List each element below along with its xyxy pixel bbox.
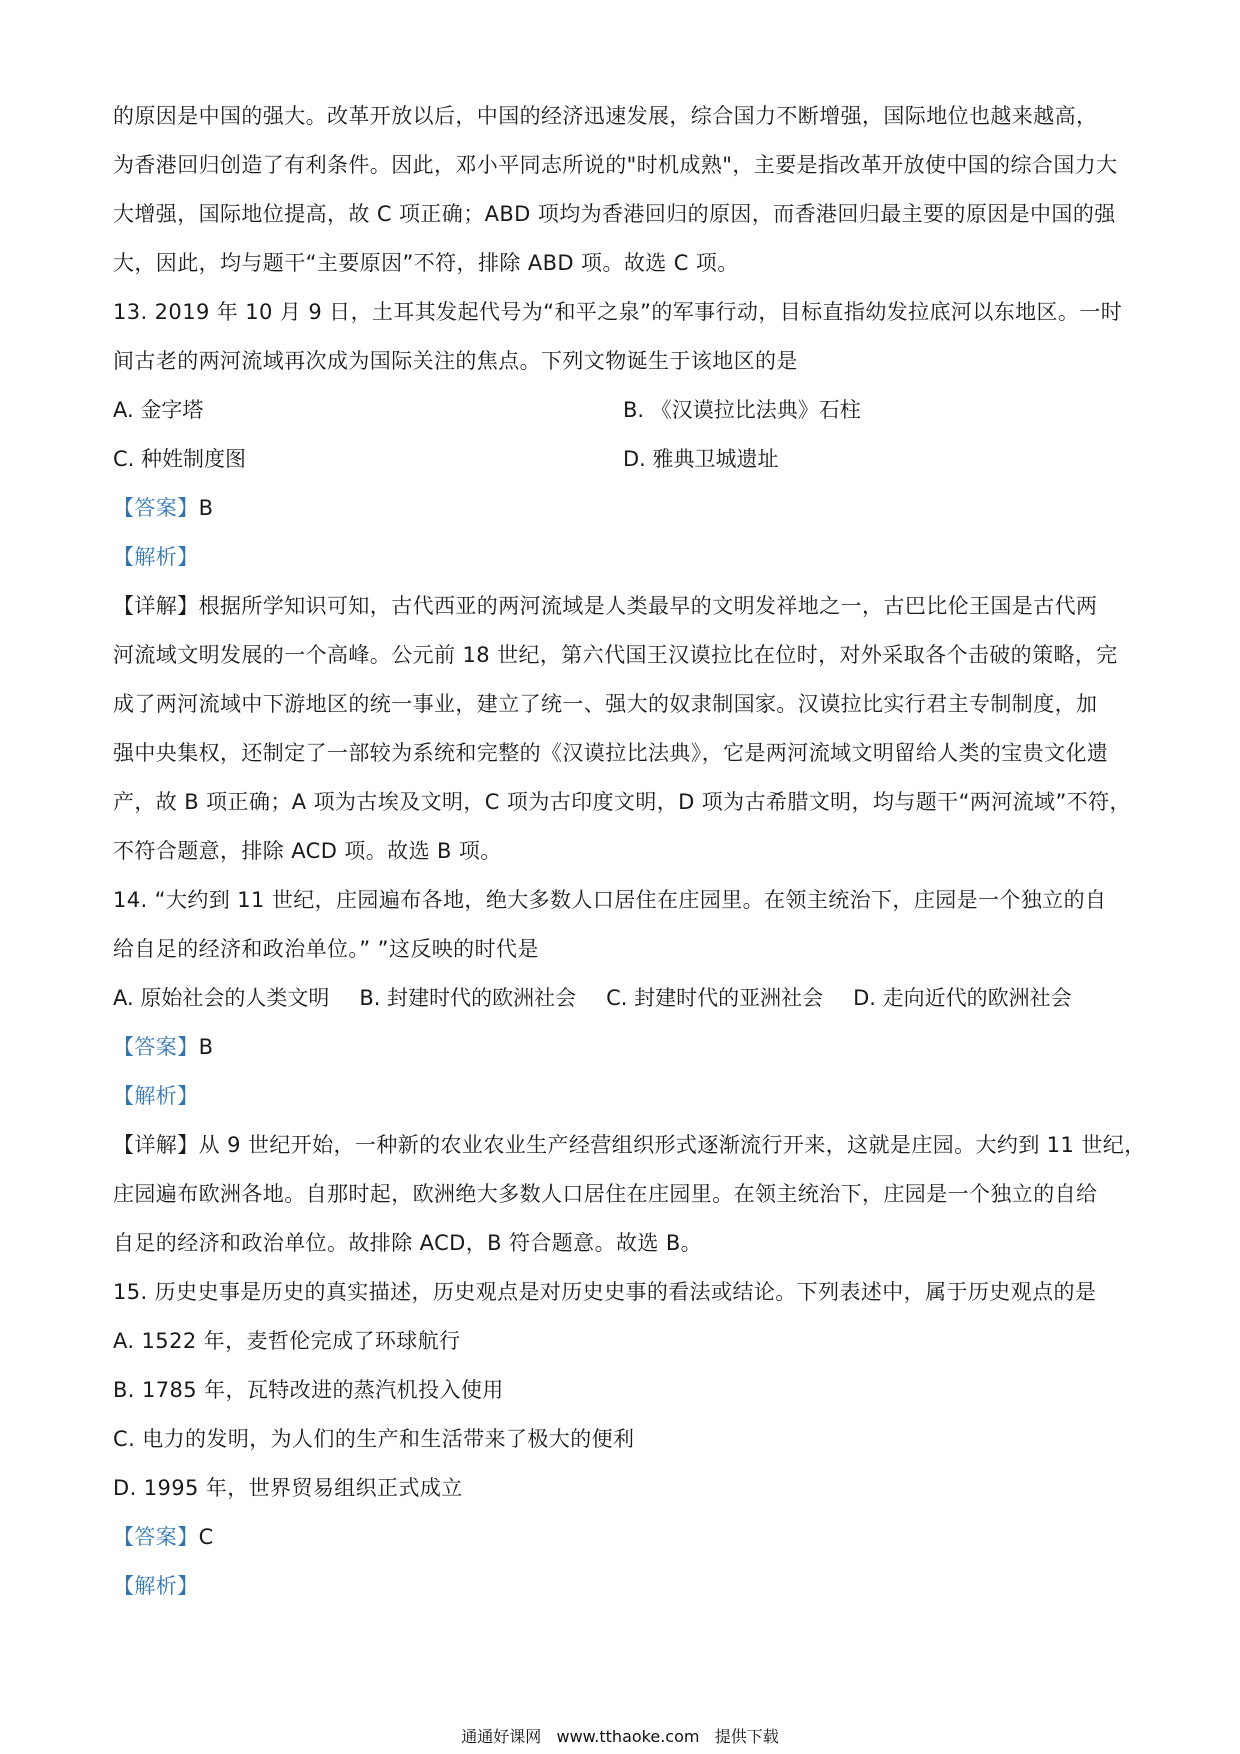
- detail-tag: 【详解】: [113, 1133, 199, 1157]
- analysis-line: [113, 1072, 1133, 1121]
- detail-line: 成了两河流域中下游地区的统一事业，建立了统一、强大的奴隶制国家。汉谟拉比实行君主专制制度，加: [113, 692, 1098, 716]
- question-14-stem: 给自足的经济和政治单位。” ”这反映的时代是: [113, 937, 539, 961]
- question-13-options: [113, 435, 1133, 484]
- option-c: C. 封建时代的亚洲社会: [606, 986, 824, 1010]
- option-d: D. 1995 年，世界贸易组织正式成立: [113, 1476, 463, 1500]
- detail-text: 从 9 世纪开始，一种新的农业农业生产经营组织形式逐渐流行开来，这就是庄园。大约到 11 世纪，: [198, 1133, 1146, 1157]
- answer-line: [113, 1023, 1133, 1072]
- detail-line: 自足的经济和政治单位。故排除 ACD，B 符合题意。故选 B。: [113, 1231, 703, 1255]
- option-a: A. 原始社会的人类文明: [113, 986, 330, 1010]
- question-13-stem: 间古老的两河流域再次成为国际关注的焦点。下列文物诞生于该地区的是: [113, 349, 798, 373]
- detail-line: 庄园遍布欧洲各地。自那时起，欧洲绝大多数人口居住在庄园里。在领主统治下，庄园是一个独立的自给: [113, 1182, 1098, 1206]
- detail-line: [113, 582, 1133, 631]
- option-b: B. 《汉谟拉比法典》石柱: [623, 398, 861, 422]
- answer-value: B: [198, 1035, 214, 1059]
- analysis-line: [113, 1562, 1133, 1611]
- option-b: B. 封建时代的欧洲社会: [359, 986, 577, 1010]
- question-13-stem: 13. 2019 年 10 月 9 日，土耳其发起代号为“和平之泉”的军事行动，目标直指幼发拉底河以东地区。一时: [113, 300, 1123, 324]
- question-13-options: [113, 386, 1133, 435]
- document-page: [113, 92, 1146, 1611]
- detail-tag: 【详解】: [113, 594, 199, 618]
- question-15-stem: 15. 历史史事是历史的真实描述，历史观点是对历史史事的看法或结论。下列表述中，属于历史观点的是: [113, 1280, 1097, 1304]
- analysis-tag: 【解析】: [113, 1084, 199, 1108]
- option-c: C. 电力的发明，为人们的生产和生活带来了极大的便利: [113, 1427, 635, 1451]
- answer-tag: 【答案】: [113, 496, 199, 520]
- answer-value: C: [198, 1525, 214, 1549]
- answer-line: [113, 484, 1133, 533]
- detail-text: 根据所学知识可知，古代西亚的两河流域是人类最早的文明发祥地之一，古巴比伦王国是古代两: [198, 594, 1098, 618]
- paragraph-line: 大增强，国际地位提高，故 C 项正确；ABD 项均为香港回归的原因，而香港回归最主要的原因是中国的强: [113, 202, 1116, 226]
- question-14-options: [113, 974, 1133, 1023]
- analysis-line: [113, 533, 1133, 582]
- answer-tag: 【答案】: [113, 1525, 199, 1549]
- detail-line: 河流域文明发展的一个高峰。公元前 18 世纪，第六代国王汉谟拉比在位时，对外采取各个击破的策略，完: [113, 643, 1118, 667]
- question-14-stem: 14. “大约到 11 世纪，庄园遍布各地，绝大多数人口居住在庄园里。在领主统治下，庄园是一个独立的自: [113, 888, 1107, 912]
- paragraph-line: 的原因是中国的强大。改革开放以后，中国的经济迅速发展，综合国力不断增强，国际地位也越来越高，: [113, 104, 1098, 128]
- option-d: D. 走向近代的欧洲社会: [853, 986, 1072, 1010]
- option-a: A. 1522 年，麦哲伦完成了环球航行: [113, 1329, 461, 1353]
- page-footer: 通通好课网 www.tthaoke.com 提供下载: [461, 1727, 779, 1746]
- option-c: C. 种姓制度图: [113, 447, 247, 471]
- detail-line: 不符合题意，排除 ACD 项。故选 B 项。: [113, 839, 502, 863]
- detail-line: 强中央集权，还制定了一部较为系统和完整的《汉谟拉比法典》，它是两河流域文明留给人类的宝贵文化遗: [113, 741, 1109, 765]
- paragraph-line: 大，因此，均与题干“主要原因”不符，排除 ABD 项。故选 C 项。: [113, 251, 739, 275]
- analysis-tag: 【解析】: [113, 1574, 199, 1598]
- answer-value: B: [198, 496, 214, 520]
- detail-line: [113, 1121, 1146, 1170]
- detail-line: 产，故 B 项正确；A 项为古埃及文明，C 项为古印度文明，D 项为古希腊文明，均与题干“两河流域”不符，: [113, 790, 1131, 814]
- option-d: D. 雅典卫城遗址: [623, 447, 779, 471]
- answer-line: [113, 1513, 1133, 1562]
- answer-tag: 【答案】: [113, 1035, 199, 1059]
- option-a: A. 金字塔: [113, 398, 204, 422]
- paragraph-line: 为香港回归创造了有利条件。因此，邓小平同志所说的"时机成熟"，主要是指改革开放使中国的综合国力大: [113, 153, 1118, 177]
- analysis-tag: 【解析】: [113, 545, 199, 569]
- option-b: B. 1785 年，瓦特改进的蒸汽机投入使用: [113, 1378, 504, 1402]
